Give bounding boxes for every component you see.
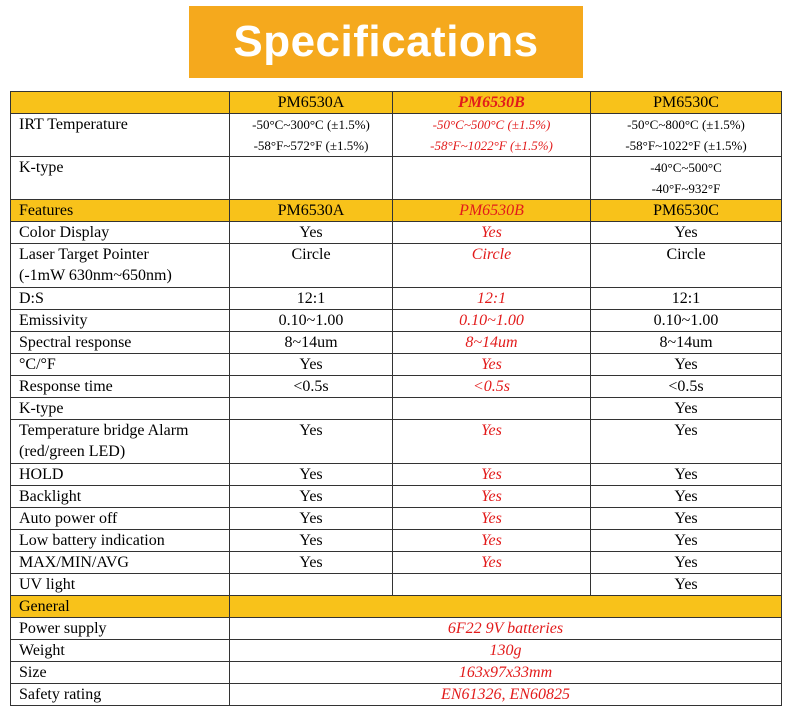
general-header-row (11, 596, 782, 618)
irt-a-fahrenheit: -58°F~572°F (±1.5%) (253, 138, 369, 153)
feature-value-model-c: Yes (591, 398, 782, 420)
feature-row (11, 508, 782, 530)
feature-value-model-a: Yes (230, 354, 393, 376)
feature-value-model-c: Yes (591, 486, 782, 508)
general-row-label: Size (11, 662, 230, 684)
feature-label (11, 288, 230, 310)
feature-value-model-a: 0.10~1.00 (230, 310, 393, 332)
k-type-c-fahrenheit: -40°F~932°F (651, 181, 721, 196)
feature-label (11, 508, 230, 530)
irt-b-celsius: -50°C~500°C (±1.5%) (432, 117, 551, 132)
feature-value-model-a: Yes (230, 222, 393, 244)
feature-row (11, 244, 782, 288)
general-label: General (11, 596, 230, 618)
feature-label-line: HOLD (19, 466, 64, 483)
general-row (11, 684, 782, 706)
feature-value-model-a: 12:1 (230, 288, 393, 310)
feature-value-model-a: Yes (230, 464, 393, 486)
feature-value-model-c: <0.5s (591, 376, 782, 398)
irt-c-fahrenheit: -58°F~1022°F (±1.5%) (625, 138, 747, 153)
feature-value-model-c: Yes (591, 530, 782, 552)
feature-label-line: Backlight (19, 488, 82, 505)
feature-value-model-b (393, 574, 591, 596)
feature-value-model-b: <0.5s (393, 376, 591, 398)
feature-value-model-a: Yes (230, 508, 393, 530)
feature-value-model-a: Yes (230, 530, 393, 552)
feature-value-model-c: 8~14um (591, 332, 782, 354)
feature-value-model-a (230, 398, 393, 420)
specifications-banner (189, 6, 583, 78)
feature-value-model-a: Yes (230, 552, 393, 574)
feature-value-model-b: Yes (393, 530, 591, 552)
feature-label-line: D:S (19, 290, 44, 307)
feature-label-line: Color Display (19, 224, 110, 241)
irt-a-celsius: -50°C~300°C (±1.5%) (252, 117, 370, 132)
feature-label-line: MAX/MIN/AVG (19, 554, 129, 571)
irt-c-celsius: -50°C~800°C (±1.5%) (627, 117, 745, 132)
feature-value-model-b: 12:1 (393, 288, 591, 310)
irt-temperature-row (11, 114, 782, 157)
feature-label-line: Laser Target Pointer (19, 246, 149, 263)
feature-value-model-b: Yes (393, 464, 591, 486)
irt-model-a (230, 114, 393, 157)
k-type-range-row (11, 157, 782, 200)
spec-table (10, 91, 782, 706)
feature-row (11, 398, 782, 420)
feature-row (11, 288, 782, 310)
feature-value-model-b: Yes (393, 222, 591, 244)
general-row-value: 163x97x33mm (230, 662, 782, 684)
header-model-b: PM6530B (393, 92, 591, 114)
header-model-a: PM6530A (230, 92, 393, 114)
feature-label-line: (red/green LED) (19, 443, 126, 460)
features-model-a: PM6530A (230, 200, 393, 222)
feature-row (11, 332, 782, 354)
general-row-label: Power supply (11, 618, 230, 640)
feature-label-line: K-type (19, 400, 64, 417)
feature-label (11, 464, 230, 486)
feature-value-model-b: Circle (393, 244, 591, 288)
features-header-row (11, 200, 782, 222)
feature-row (11, 310, 782, 332)
general-row (11, 662, 782, 684)
feature-value-model-b: Yes (393, 420, 591, 464)
feature-label (11, 354, 230, 376)
feature-value-model-c: Yes (591, 508, 782, 530)
feature-label-line: (-1mW 630nm~650nm) (19, 267, 172, 284)
header-model-c: PM6530C (591, 92, 782, 114)
feature-value-model-c: Yes (591, 464, 782, 486)
model-header-row (11, 92, 782, 114)
k-type-model-c (591, 157, 782, 200)
feature-label (11, 310, 230, 332)
general-row-label: Weight (11, 640, 230, 662)
general-row-value: 130g (230, 640, 782, 662)
feature-value-model-c: Yes (591, 420, 782, 464)
feature-label-line: °C/°F (19, 356, 56, 373)
feature-value-model-a (230, 574, 393, 596)
feature-value-model-b: 8~14um (393, 332, 591, 354)
feature-row (11, 376, 782, 398)
feature-value-model-b: Yes (393, 354, 591, 376)
feature-row (11, 552, 782, 574)
feature-row (11, 354, 782, 376)
irt-label: IRT Temperature (11, 114, 230, 157)
feature-label (11, 222, 230, 244)
feature-label (11, 332, 230, 354)
feature-label-line: Emissivity (19, 312, 88, 329)
feature-label-line: Low battery indication (19, 532, 165, 549)
feature-row (11, 574, 782, 596)
feature-label-line: Spectral response (19, 334, 132, 351)
feature-label (11, 486, 230, 508)
k-type-c-celsius: -40°C~500°C (650, 160, 722, 175)
general-row-value: EN61326, EN60825 (230, 684, 782, 706)
feature-value-model-c: Circle (591, 244, 782, 288)
features-model-c: PM6530C (591, 200, 782, 222)
feature-value-model-a: Yes (230, 486, 393, 508)
feature-label (11, 398, 230, 420)
feature-label (11, 244, 230, 288)
features-label: Features (11, 200, 230, 222)
feature-value-model-c: 0.10~1.00 (591, 310, 782, 332)
k-type-model-a (230, 157, 393, 200)
general-row (11, 618, 782, 640)
feature-label-line: Response time (19, 378, 113, 395)
general-row-label: Safety rating (11, 684, 230, 706)
feature-value-model-a: Circle (230, 244, 393, 288)
general-header-fill (230, 596, 782, 618)
feature-value-model-c: Yes (591, 574, 782, 596)
feature-value-model-a: Yes (230, 420, 393, 464)
irt-model-c (591, 114, 782, 157)
feature-row (11, 486, 782, 508)
general-row (11, 640, 782, 662)
feature-label (11, 420, 230, 464)
feature-label-line: Auto power off (19, 510, 118, 527)
feature-label (11, 376, 230, 398)
k-type-model-b (393, 157, 591, 200)
feature-value-model-a: <0.5s (230, 376, 393, 398)
feature-value-model-c: Yes (591, 552, 782, 574)
features-model-b: PM6530B (393, 200, 591, 222)
feature-label-line: Temperature bridge Alarm (19, 422, 189, 439)
feature-row (11, 464, 782, 486)
feature-value-model-b: Yes (393, 508, 591, 530)
feature-label (11, 530, 230, 552)
k-type-label: K-type (11, 157, 230, 200)
feature-label-line: UV light (19, 576, 76, 593)
feature-value-model-c: Yes (591, 354, 782, 376)
feature-value-model-a: 8~14um (230, 332, 393, 354)
irt-model-b (393, 114, 591, 157)
header-blank (11, 92, 230, 114)
general-row-value: 6F22 9V batteries (230, 618, 782, 640)
banner-title: Specifications (233, 17, 539, 66)
feature-row (11, 530, 782, 552)
feature-row (11, 420, 782, 464)
feature-value-model-b (393, 398, 591, 420)
feature-label (11, 552, 230, 574)
feature-value-model-c: 12:1 (591, 288, 782, 310)
feature-value-model-b: Yes (393, 486, 591, 508)
feature-value-model-b: 0.10~1.00 (393, 310, 591, 332)
feature-value-model-c: Yes (591, 222, 782, 244)
irt-b-fahrenheit: -58°F~1022°F (±1.5%) (430, 138, 553, 153)
feature-value-model-b: Yes (393, 552, 591, 574)
feature-row (11, 222, 782, 244)
feature-label (11, 574, 230, 596)
